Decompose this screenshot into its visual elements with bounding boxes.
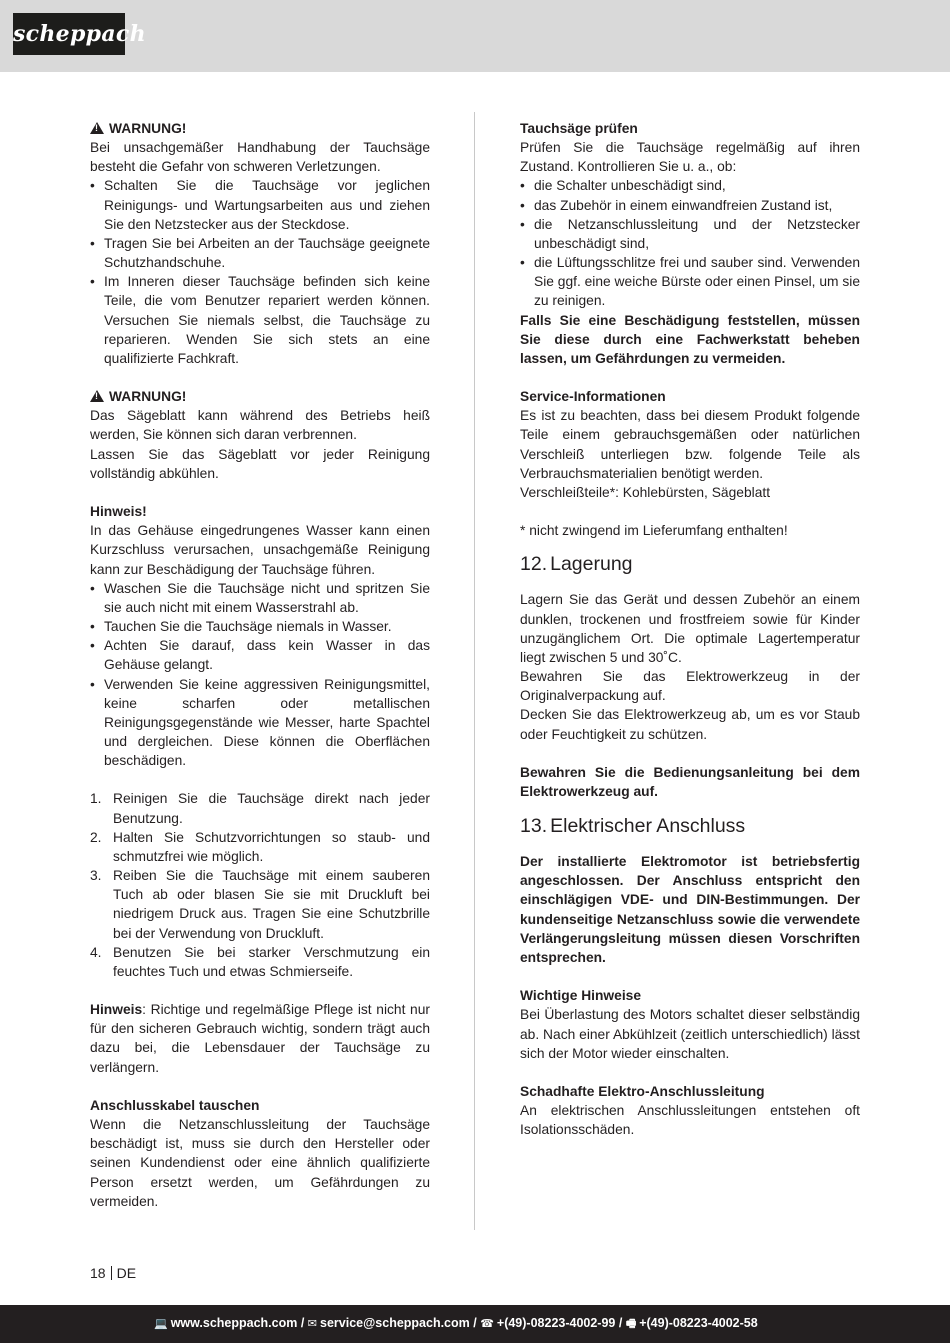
section-heading-storage: 12. Lagerung [520, 553, 633, 576]
footnote: * nicht zwingend im Lieferumfang enthalten! [520, 523, 788, 539]
column-divider [474, 112, 475, 1230]
check-list [520, 176, 860, 310]
service-text: Es ist zu beachten, dass bei diesem Produkt folgende Teile einem gebrauchsgemäßen oder natürlichen Verschleiß unterliegen bzw. folgende Teile als Verbrauchsmaterialien benötigt werden. [520, 408, 860, 481]
right-column [520, 119, 860, 1139]
list-item: • Tauchen Sie die Tauchsäge niemals in Wasser. [90, 617, 430, 636]
fax-icon: 🖷 [625, 1318, 637, 1330]
step-item: 4. Benutzen Sie bei starker Verschmutzung ein feuchtes Tuch und etwas Schmierseife. [90, 944, 430, 979]
step-item: 1. Reinigen Sie die Tauchsäge direkt nach jeder Benutzung. [90, 791, 430, 826]
warning-text: Bei unsachgemäßer Handhabung der Tauchsäge besteht die Gefahr von schweren Verletzungen. [90, 140, 430, 175]
hint-title: Wichtige Hinweise [520, 988, 642, 1004]
section-heading-electric: 13. Elektrischer Anschluss [520, 815, 746, 838]
list-item: • die Lüftungsschlitze frei und sauber sind. Verwenden Sie ggf. eine weiche Bürste oder einen Pinsel, um sie zu reinigen. [520, 253, 860, 310]
computer-icon: 💻 [154, 1318, 168, 1330]
note-title: Hinweis! [90, 504, 147, 520]
email-link[interactable]: service@scheppach.com [320, 1316, 470, 1330]
phone-icon: ☎ [480, 1318, 494, 1330]
list-item: • Verwenden Sie keine aggressiven Reinigungsmittel, keine scharfen oder metallischen Reinigungsgegenstände wie Messer, harte Spachtel und dergleichen. Diese können die Oberflächen beschädigen. [90, 675, 430, 771]
fax-number: +(49)-08223-4002-58 [639, 1316, 758, 1330]
list-item: • das Zubehör in einem einwandfreien Zustand ist, [520, 196, 860, 215]
left-column [90, 119, 430, 1211]
mail-icon: ✉ [307, 1318, 317, 1330]
storage-text: Decken Sie das Elektrowerkzeug ab, um es vor Staub oder Feuchtigkeit zu schützen. [520, 707, 860, 742]
warning-block-1 [90, 119, 430, 368]
brand-logo: scheppach [13, 13, 125, 55]
list-item: • Achten Sie darauf, dass kein Wasser in das Gehäuse gelangt. [90, 636, 430, 674]
warning-title: !WARNUNG! [90, 387, 430, 406]
list-item: • die Schalter unbeschädigt sind, [520, 176, 860, 195]
page-header [0, 0, 950, 72]
cable-text: Wenn die Netzanschlussleitung der Tauchsäge beschädigt ist, muss sie durch den Hersteller oder seinen Kundendienst oder eine ähnlich qualifizierte Person ersetzt werden, um Gefährdungen zu vermeiden. [90, 1117, 430, 1209]
phone-number: +(49)-08223-4002-99 [496, 1316, 616, 1330]
electric-text: Der installierte Elektromotor ist betriebsfertig angeschlossen. Der Anschluss entspricht den einschlägigen VDE- und DIN-Bestimmungen. Der kundenseitige Netzanschluss sowie die verwendete Verlängerungsleitung müssen diesen Vorschriften entsprechen. [520, 854, 860, 965]
check-text: Prüfen Sie die Tauchsäge regelmäßig auf ihren Zustand. Kontrollieren Sie u. a., ob: [520, 140, 860, 175]
list-item: • die Netzanschlussleitung und der Netzstecker unbeschädigt sind, [520, 215, 860, 253]
list-item: • Im Inneren dieser Tauchsäge befinden sich keine Teile, die vom Benutzer repariert werden können. Versuchen Sie niemals selbst, die Tauchsäge zu reparieren. Wenden Sie sich stets an eine qualifizierte Fachkraft. [90, 272, 430, 368]
storage-text: Bewahren Sie das Elektrowerkzeug in der Originalverpackung auf. [520, 669, 860, 704]
list-item: • Tragen Sie bei Arbeiten an der Tauchsäge geeignete Schutzhandschuhe. [90, 234, 430, 272]
page-number: 18 DE [90, 1265, 137, 1281]
warning-text: Das Sägeblatt kann während des Betriebs heiß werden, Sie können sich daran verbrennen. [90, 408, 430, 443]
list-item: • Schalten Sie die Tauchsäge vor jeglichen Reinigungs- und Wartungsarbeiten aus und ziehen Sie den Netzstecker aus der Steckdose. [90, 176, 430, 233]
defect-text: An elektrischen Anschlussleitungen entstehen oft Isolationsschäden. [520, 1103, 860, 1138]
note-list [90, 579, 430, 771]
cleaning-steps [90, 789, 430, 981]
step-item: 2. Halten Sie Schutzvorrichtungen so staub- und schmutzfrei wie möglich. [90, 829, 430, 864]
warning-triangle-icon [90, 122, 104, 134]
warning-text: Lassen Sie das Sägeblatt vor jeder Reinigung vollständig abkühlen. [90, 446, 430, 481]
note-text: In das Gehäuse eingedrungenes Wasser kann einen Kurzschluss verursachen, unsachgemäße Reinigung kann zur Beschädigung der Tauchsäge führen. [90, 523, 430, 577]
note-block [90, 502, 430, 770]
storage-text: Lagern Sie das Gerät und dessen Zubehör an einem dunklen, trockenen und frostfreiem sowie für Kinder unzugänglichem Ort. Die optimale Lagertemperatur liegt zwischen 5 und 30˚C. [520, 592, 860, 665]
defect-title: Schadhafte Elektro-Anschlussleitung [520, 1083, 765, 1099]
warning-block-2 [90, 387, 430, 483]
check-title: Tauchsäge prüfen [520, 121, 638, 136]
page-footer: 💻 www.scheppach.com / ✉ service@scheppach.com / ☎ +(49)-08223-4002-99 / 🖷 +(49)-08223-4002-58 [0, 1305, 950, 1343]
wear-parts: Verschleißteile*: Kohlebürsten, Sägeblatt [520, 484, 771, 500]
storage-note: Bewahren Sie die Bedienungsanleitung bei dem Elektrowerkzeug auf. [520, 764, 860, 799]
step-item: 3. Reiben Sie die Tauchsäge mit einem sauberen Tuch ab oder blasen Sie sie mit Druckluft bei niedrigem Druck aus. Tragen Sie eine Schutzbrille bei der Verwendung von Druckluft. [90, 868, 430, 941]
cable-title: Anschlusskabel tauschen [90, 1097, 260, 1113]
list-item: • Waschen Sie die Tauchsäge nicht und spritzen Sie sie auch nicht mit einem Wasserstrahl ab. [90, 579, 430, 617]
website-link[interactable]: www.scheppach.com [170, 1316, 298, 1330]
check-warning: Falls Sie eine Beschädigung feststellen, müssen Sie diese durch eine Fachwerkstatt beheben lassen, um Gefährdungen zu vermeiden. [520, 312, 860, 366]
hint-text: Bei Überlastung des Motors schaltet dieser selbständig ab. Nach einer Abkühlzeit (zeitlich unterschiedlich) lässt sich der Motor wieder einschalten. [520, 1007, 860, 1061]
service-title: Service-Informationen [520, 389, 666, 405]
care-note: Hinweis: Richtige und regelmäßige Pflege ist nicht nur für den sicheren Gebrauch wichtig, sondern trägt auch dazu bei, die Lebensdauer der Tauchsäge zu verlängern. [90, 1002, 430, 1075]
warning-list [90, 176, 430, 368]
warning-triangle-icon [90, 390, 104, 402]
warning-title: !WARNUNG! [90, 119, 430, 138]
